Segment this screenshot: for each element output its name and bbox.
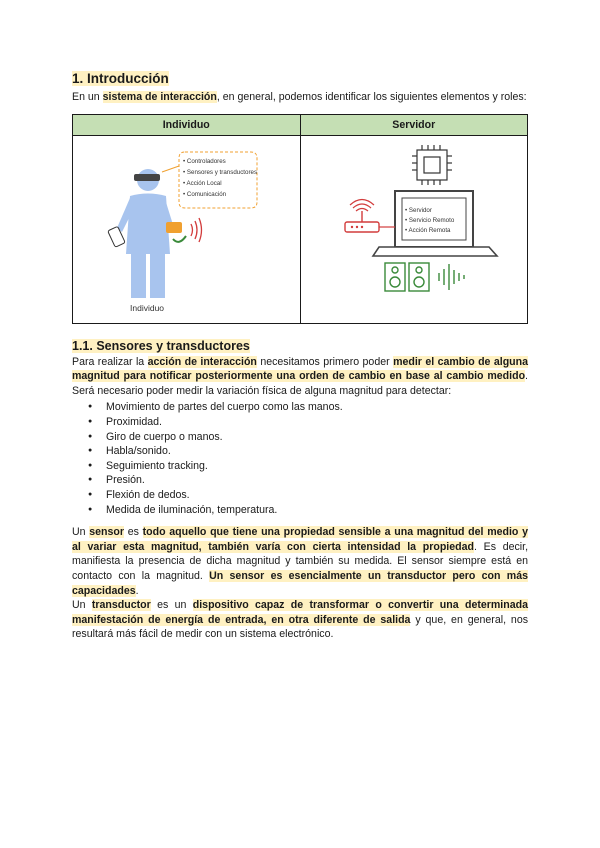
- callout-item: • Sensores y transductores: [183, 168, 258, 176]
- paragraph-sensor: Un sensor es todo aquello que tiene una propiedad sensible a una magnitud del medio y al variar esta magnitud, también varía con cierta intensidad la propiedad. Es decir, manifiesta la presencia de dicha magnitud y también su medida. El sensor siempre está en contacto con la magnitud. Un sensor es esencialmente un transductor pero con más capacidades.: [72, 526, 529, 597]
- servidor-item: • Servicio Remoto: [404, 216, 454, 224]
- signal-wave-icon: [191, 224, 193, 236]
- servidor-item: • Acción Remota: [404, 226, 450, 234]
- sound-wave-icon: [439, 264, 464, 290]
- column-header-servidor: Servidor: [300, 114, 528, 135]
- person-right-leg: [150, 254, 165, 298]
- list-item: ● Proximidad.: [106, 415, 528, 430]
- vr-headset-icon: [134, 174, 160, 181]
- servidor-cell: [300, 135, 528, 323]
- individuo-caption: Individuo: [130, 302, 165, 313]
- list-item: ● Seguimiento tracking.: [106, 459, 528, 474]
- document-page: [72, 70, 528, 642]
- callout-pointer: [162, 166, 179, 172]
- list-item: ● Flexión de dedos.: [106, 488, 528, 503]
- router-icon: [345, 199, 379, 232]
- magnitudes-list: [72, 400, 528, 517]
- person-torso: [126, 193, 170, 254]
- speaker-icon: [385, 263, 429, 291]
- paragraph-accion: Para realizar la acción de interacción necesitamos primero poder medir el cambio de alguna magnitud para notificar posteriormente una orden de cambio en base al cambio medido. Será necesario poder medir la variación física de alguna magnitud para detectar:: [72, 355, 529, 397]
- paragraph-transductor: Un transductor es un dispositivo capaz de transformar o convertir una determinada manifestación de energía de entrada, en otra diferente de salida y que, en general, nos resultará más fácil de medir con un sistema electrónico.: [72, 599, 529, 641]
- cpu-chip-icon: [412, 145, 452, 185]
- callout-item: • Acción Local: [183, 179, 222, 187]
- roles-table: [72, 114, 528, 324]
- column-header-individuo: Individuo: [73, 114, 301, 135]
- person-left-leg: [131, 254, 146, 298]
- list-item: ● Medida de iluminación, temperatura.: [106, 503, 528, 518]
- individuo-illustration: [73, 136, 299, 318]
- callout-item: • Controladores: [183, 157, 226, 165]
- wristband-icon: [166, 222, 182, 233]
- list-item: ● Giro de cuerpo o manos.: [106, 430, 528, 445]
- list-item: ● Presión.: [106, 473, 528, 488]
- callout-item: • Comunicación: [183, 190, 227, 198]
- list-item: ● Habla/sonido.: [106, 444, 528, 459]
- intro-paragraph: En un sistema de interacción, en general, podemos identificar los siguientes elementos y roles:: [72, 91, 527, 103]
- list-item: ● Movimiento de partes del cuerpo como las manos.: [106, 400, 528, 415]
- servidor-item: • Servidor: [404, 206, 432, 214]
- section-title: 1. Introducción: [72, 71, 169, 86]
- individuo-cell: [73, 135, 301, 323]
- subsection-title: 1.1. Sensores y transductores: [72, 338, 250, 353]
- servidor-illustration: [301, 136, 527, 318]
- hand-gesture-icon: [173, 236, 186, 242]
